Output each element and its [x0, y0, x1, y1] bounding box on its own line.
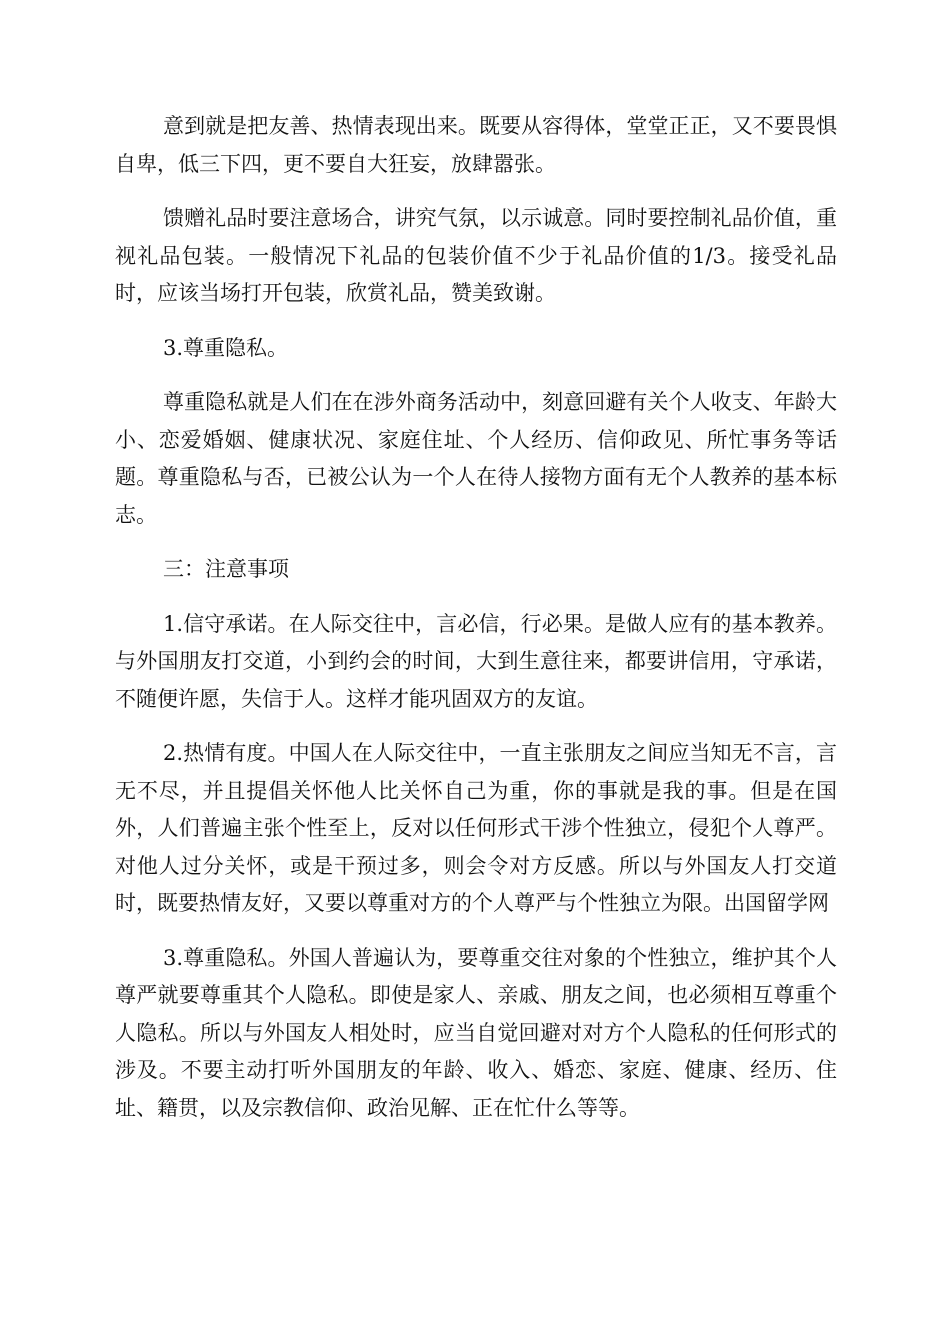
paragraph-respect-privacy: 尊重隐私就是人们在在涉外商务活动中，刻意回避有关个人收支、年龄大小、恋爱婚姻、健康状况、家庭住址、个人经历、信仰政见、所忙事务等话题。尊重隐私与否，已被公认为一个人在待人接物方面有无个人教养的基本标志。 — [115, 390, 837, 527]
paragraph-privacy-abroad: 3.尊重隐私。外国人普遍认为，要尊重交往对象的个性独立，维护其个人尊严就要尊重其个人隐私。即使是家人、亲戚、朋友之间，也必须相互尊重个人隐私。所以与外国友人相处时，应当自觉回避对对方个人隐私的任何形式的涉及。不要主动打听外国朋友的年龄、收入、婚恋、家庭、健康、经历、住址、籍贯，以及宗教信仰、政治见解、正在忙什么等等。 — [115, 945, 837, 1120]
paragraph-friendliness-continued: 意到就是把友善、热情表现出来。既要从容得体，堂堂正正，又不要畏惧自卑，低三下四，更不要自大狂妄，放肆嚣张。 — [115, 114, 837, 176]
heading-respect-privacy: 3.尊重隐私。 — [163, 335, 289, 360]
paragraph-moderate-warmth: 2.热情有度。中国人在人际交往中，一直主张朋友之间应当知无不言，言无不尽，并且提倡关怀他人比关怀自己为重，你的事就是我的事。但是在国外，人们普遍主张个性至上，反对以任何形式干涉个性独立，侵犯个人尊严。对他人过分关怀，或是干预过多，则会令对方反感。所以与外国友人打交道时，既要热情友好，又要以尊重对方的个人尊严与个性独立为限。出国留学网 — [115, 741, 837, 915]
paragraph-gift-giving: 馈赠礼品时要注意场合，讲究气氛，以示诚意。同时要控制礼品价值，重视礼品包装。一般情况下礼品的包装价值不少于礼品价值的1/3。接受礼品时，应该当场打开包装，欣赏礼品，赞美致谢。 — [115, 206, 837, 305]
document-body — [115, 108, 837, 1144]
paragraph-keep-promises: 1.信守承诺。在人际交往中，言必信，行必果。是做人应有的基本教养。与外国朋友打交道，小到约会的时间，大到生意往来，都要讲信用，守承诺，不随便许愿，失信于人。这样才能巩固双方的友谊。 — [115, 611, 837, 711]
heading-precautions: 三：注意事项 — [163, 557, 289, 581]
